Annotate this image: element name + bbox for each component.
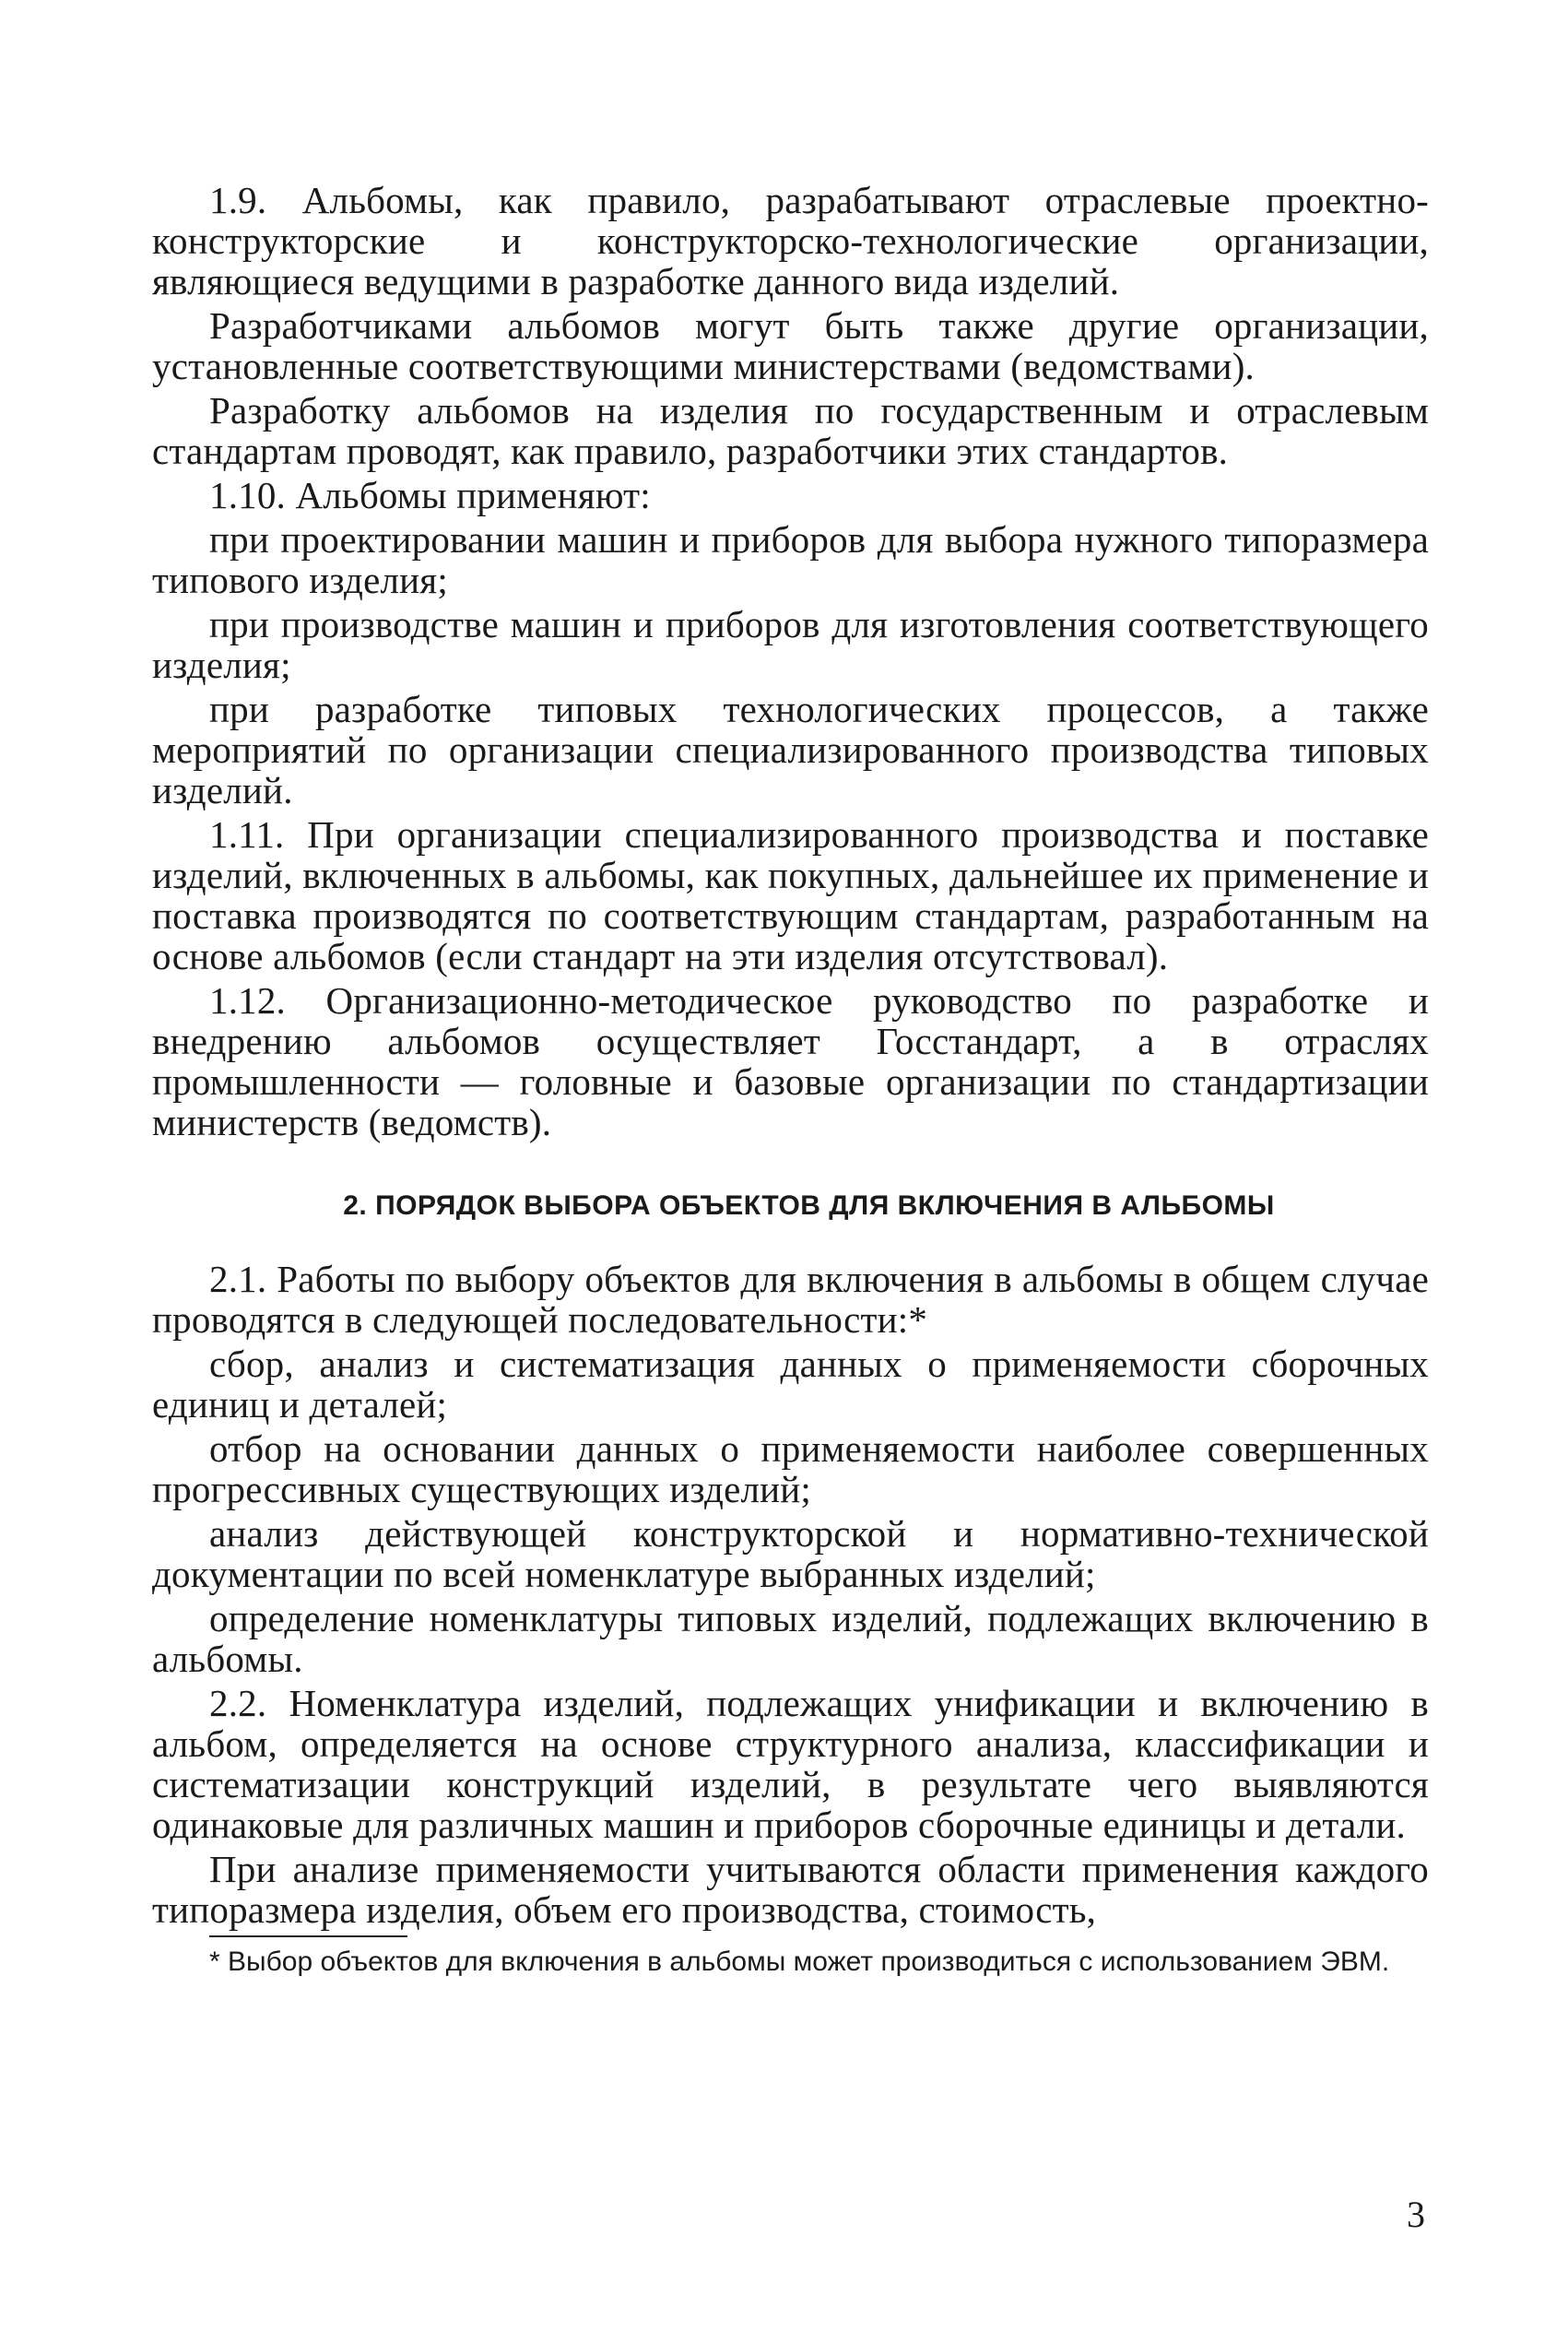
list-item-collection: сбор, анализ и систематизация данных о применяемости сборочных единиц и деталей; (152, 1343, 1429, 1426)
paragraph-2-2: 2.2. Номенклатура изделий, подлежащих унификации и включению в альбом, определяется на основе структурного анализа, классификации и систематизации конструкций изделий, в результате чего выявляются одинаковые для различных машин и приборов сборочные единицы и детали. (152, 1682, 1429, 1846)
paragraph-1-10: 1.10. Альбомы применяют: (209, 474, 651, 516)
section-heading: 2. ПОРЯДОК ВЫБОРА ОБЪЕКТОВ ДЛЯ ВКЛЮЧЕНИЯ В АЛЬБОМЫ (343, 1190, 1275, 1221)
paragraph-1-9: 1.9. Альбомы, как правило, разрабатывают отраслевые проектно-конструкторские и конструкторско-технологические организации, являющиеся ведущими в разработке данного вида изделий. (152, 179, 1429, 302)
paragraph-1-12: 1.12. Организационно-методическое руководство по разработке и внедрению альбомов осуществляет Госстандарт, а в отраслях промышленности — головные и базовые организации по стандартизации министерств (ведомств). (152, 979, 1429, 1143)
list-item-selection: отбор на основании данных о применяемости наиболее совершенных прогрессивных существующих изделий; (152, 1427, 1429, 1510)
paragraph-2-1: 2.1. Работы по выбору объектов для включения в альбомы в общем случае проводятся в следующей последовательности:* (152, 1258, 1429, 1341)
list-item-design: при проектировании машин и приборов для выбора нужного типоразмера типового изделия; (152, 518, 1429, 601)
list-item-analysis: анализ действующей конструкторской и нормативно-технической документации по всей номенклатуре выбранных изделий; (152, 1512, 1429, 1595)
paragraph-developers: Разработчиками альбомов могут быть также другие организации, установленные соответствующими министерствами (ведомствами). (152, 304, 1429, 387)
list-item-processes: при разработке типовых технологических процессов, а также мероприятий по организации специализированного производства типовых изделий. (152, 688, 1429, 811)
paragraph-1-11: 1.11. При организации специализированного производства и поставке изделий, включенных в альбомы, как покупных, дальнейшее их применение и поставка производятся по соответствующим стандартам, разработанным на основе альбомов (если стандарт на эти изделия отсутствовал). (152, 813, 1429, 977)
document-page (152, 180, 1429, 1978)
paragraph-standards-development: Разработку альбомов на изделия по государственным и отраслевым стандартам проводят, как правило, разработчики этих стандартов. (152, 389, 1429, 472)
footnote: * Выбор объектов для включения в альбомы может производиться с использованием ЭВМ. (209, 1946, 1390, 1977)
page-number: 3 (1407, 2194, 1425, 2235)
list-item-production: при производстве машин и приборов для изготовления соответствующего изделия; (152, 603, 1429, 686)
paragraph-applicability: При анализе применяемости учитываются области применения каждого типоразмера изделия, объем его производства, стоимость, (152, 1848, 1429, 1931)
footnote-divider (209, 1935, 407, 1937)
list-item-nomenclature: определение номенклатуры типовых изделий, подлежащих включению в альбомы. (152, 1597, 1429, 1680)
